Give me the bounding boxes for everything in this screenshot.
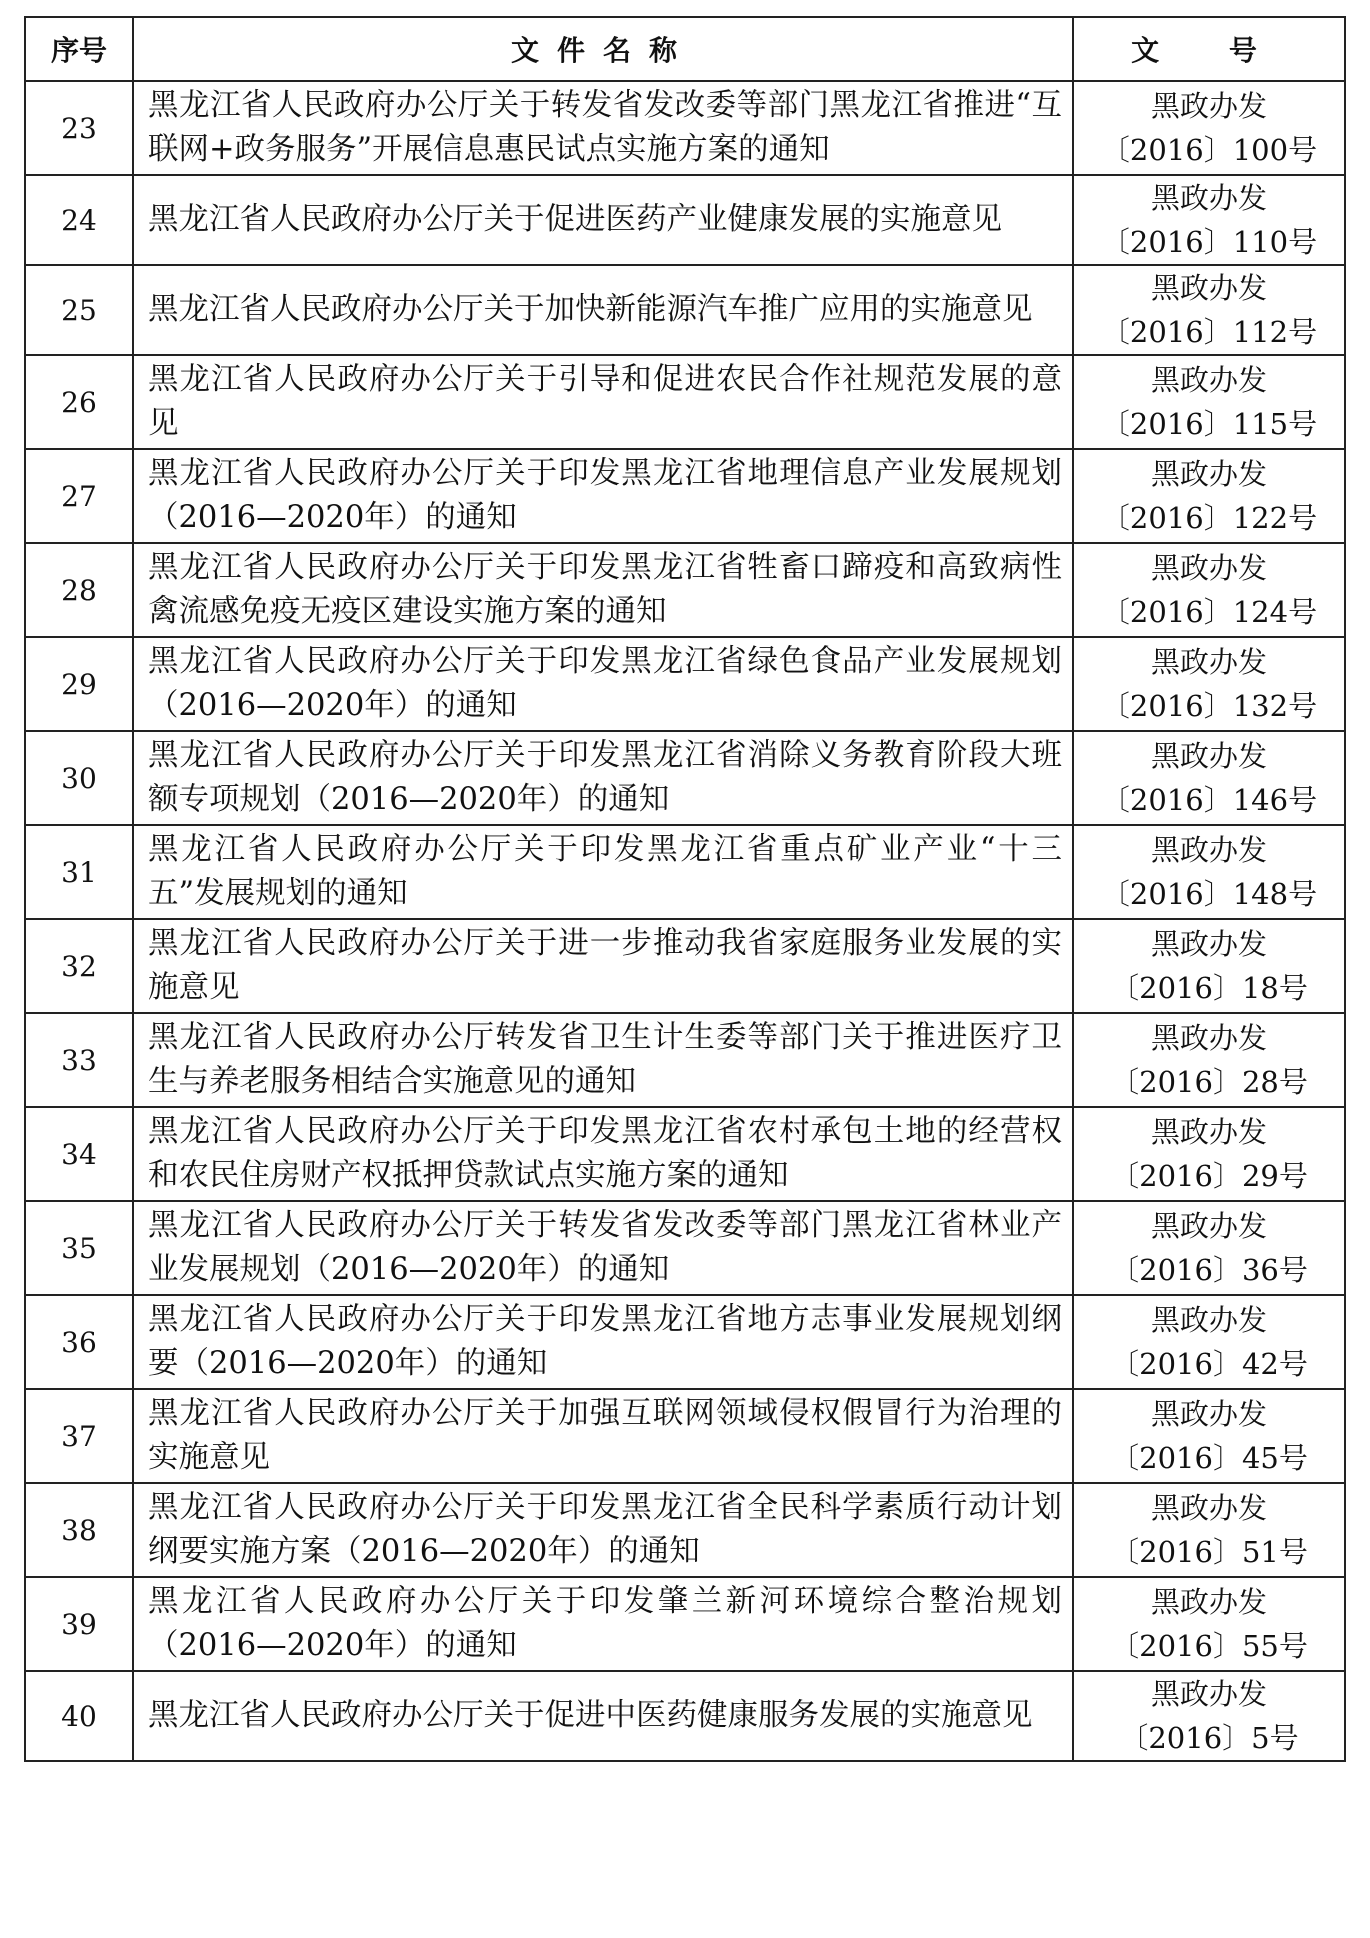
doc-prefix: 黑政办发	[1150, 645, 1267, 679]
table-row	[25, 81, 1345, 175]
doc-prefix: 黑政办发	[1150, 1397, 1267, 1431]
row-document-number	[1073, 637, 1345, 731]
table-row	[25, 1577, 1345, 1671]
row-document-number	[1073, 1295, 1345, 1389]
doc-prefix: 黑政办发	[1150, 1303, 1267, 1337]
row-document-title: 黑龙江省人民政府办公厅关于转发省发改委等部门黑龙江省林业产业发展规划（2016—2020年）的通知	[133, 1201, 1073, 1295]
doc-number: 〔2016〕122号	[1100, 501, 1318, 535]
table-row	[25, 1671, 1345, 1761]
doc-number: 〔2016〕55号	[1110, 1629, 1308, 1663]
doc-number: 〔2016〕5号	[1119, 1721, 1299, 1755]
row-document-title: 黑龙江省人民政府办公厅关于促进医药产业健康发展的实施意见	[133, 175, 1073, 265]
doc-number: 〔2016〕36号	[1110, 1253, 1308, 1287]
row-seq: 37	[25, 1389, 133, 1483]
table-row	[25, 1107, 1345, 1201]
row-document-number	[1073, 449, 1345, 543]
row-document-number	[1073, 1577, 1345, 1671]
doc-prefix: 黑政办发	[1150, 1115, 1267, 1149]
row-seq: 34	[25, 1107, 133, 1201]
table-row	[25, 919, 1345, 1013]
table-row	[25, 175, 1345, 265]
doc-prefix: 黑政办发	[1150, 551, 1267, 585]
doc-prefix: 黑政办发	[1150, 833, 1267, 867]
row-document-number	[1073, 265, 1345, 355]
row-document-title: 黑龙江省人民政府办公厅关于引导和促进农民合作社规范发展的意见	[133, 355, 1073, 449]
doc-number: 〔2016〕28号	[1110, 1065, 1308, 1099]
header-document-name: 文件名称	[133, 17, 1073, 81]
table-row	[25, 637, 1345, 731]
doc-number: 〔2016〕148号	[1100, 877, 1318, 911]
row-document-number	[1073, 1671, 1345, 1761]
row-document-number	[1073, 731, 1345, 825]
table-row	[25, 1295, 1345, 1389]
row-seq: 39	[25, 1577, 133, 1671]
doc-number: 〔2016〕115号	[1100, 407, 1318, 441]
row-seq: 36	[25, 1295, 133, 1389]
doc-prefix: 黑政办发	[1150, 927, 1267, 961]
row-seq: 30	[25, 731, 133, 825]
table-row	[25, 1483, 1345, 1577]
row-seq: 40	[25, 1671, 133, 1761]
row-seq: 29	[25, 637, 133, 731]
row-document-title: 黑龙江省人民政府办公厅关于促进中医药健康服务发展的实施意见	[133, 1671, 1073, 1761]
row-document-number	[1073, 355, 1345, 449]
row-document-title: 黑龙江省人民政府办公厅关于印发黑龙江省牲畜口蹄疫和高致病性禽流感免疫无疫区建设实施方案的通知	[133, 543, 1073, 637]
row-seq: 25	[25, 265, 133, 355]
doc-number: 〔2016〕45号	[1110, 1441, 1308, 1475]
table-row	[25, 1389, 1345, 1483]
row-seq: 23	[25, 81, 133, 175]
row-seq: 26	[25, 355, 133, 449]
row-document-number	[1073, 919, 1345, 1013]
header-seq: 序号	[25, 17, 133, 81]
table-row	[25, 731, 1345, 825]
doc-number: 〔2016〕112号	[1100, 315, 1318, 349]
doc-prefix: 黑政办发	[1150, 1491, 1267, 1525]
doc-prefix: 黑政办发	[1150, 1677, 1267, 1711]
row-seq: 24	[25, 175, 133, 265]
doc-prefix: 黑政办发	[1150, 1021, 1267, 1055]
row-document-number	[1073, 1107, 1345, 1201]
row-document-title: 黑龙江省人民政府办公厅关于印发肇兰新河环境综合整治规划（2016—2020年）的通知	[133, 1577, 1073, 1671]
row-document-title: 黑龙江省人民政府办公厅关于进一步推动我省家庭服务业发展的实施意见	[133, 919, 1073, 1013]
row-seq: 33	[25, 1013, 133, 1107]
document-table	[24, 16, 1346, 1762]
row-document-title: 黑龙江省人民政府办公厅关于印发黑龙江省消除义务教育阶段大班额专项规划（2016—2020年）的通知	[133, 731, 1073, 825]
row-document-title: 黑龙江省人民政府办公厅关于印发黑龙江省全民科学素质行动计划纲要实施方案（2016—2020年）的通知	[133, 1483, 1073, 1577]
table-header	[25, 17, 1345, 81]
row-seq: 27	[25, 449, 133, 543]
table-row	[25, 265, 1345, 355]
row-document-number	[1073, 825, 1345, 919]
row-document-title: 黑龙江省人民政府办公厅转发省卫生计生委等部门关于推进医疗卫生与养老服务相结合实施意见的通知	[133, 1013, 1073, 1107]
doc-number: 〔2016〕29号	[1110, 1159, 1308, 1193]
row-document-title: 黑龙江省人民政府办公厅关于印发黑龙江省农村承包土地的经营权和农民住房财产权抵押贷款试点实施方案的通知	[133, 1107, 1073, 1201]
table-row	[25, 1201, 1345, 1295]
row-document-title: 黑龙江省人民政府办公厅关于加强互联网领域侵权假冒行为治理的实施意见	[133, 1389, 1073, 1483]
doc-number: 〔2016〕124号	[1100, 595, 1318, 629]
doc-number: 〔2016〕146号	[1100, 783, 1318, 817]
doc-number: 〔2016〕132号	[1100, 689, 1318, 723]
doc-prefix: 黑政办发	[1150, 271, 1267, 305]
doc-prefix: 黑政办发	[1150, 363, 1267, 397]
header-row	[25, 17, 1345, 81]
row-document-number	[1073, 1389, 1345, 1483]
doc-prefix: 黑政办发	[1150, 89, 1267, 123]
row-document-title: 黑龙江省人民政府办公厅关于印发黑龙江省重点矿业产业“十三五”发展规划的通知	[133, 825, 1073, 919]
doc-prefix: 黑政办发	[1150, 1585, 1267, 1619]
table-row	[25, 825, 1345, 919]
doc-number: 〔2016〕110号	[1100, 225, 1318, 259]
row-seq: 38	[25, 1483, 133, 1577]
row-document-title: 黑龙江省人民政府办公厅关于转发省发改委等部门黑龙江省推进“互联网+政务服务”开展信息惠民试点实施方案的通知	[133, 81, 1073, 175]
doc-number: 〔2016〕18号	[1110, 971, 1308, 1005]
table-row	[25, 1013, 1345, 1107]
table-row	[25, 355, 1345, 449]
row-document-number	[1073, 1201, 1345, 1295]
row-document-number	[1073, 175, 1345, 265]
row-document-title: 黑龙江省人民政府办公厅关于印发黑龙江省绿色食品产业发展规划（2016—2020年）的通知	[133, 637, 1073, 731]
table-row	[25, 449, 1345, 543]
row-seq: 28	[25, 543, 133, 637]
row-seq: 32	[25, 919, 133, 1013]
doc-prefix: 黑政办发	[1150, 739, 1267, 773]
doc-number: 〔2016〕100号	[1100, 133, 1318, 167]
row-document-number	[1073, 543, 1345, 637]
header-document-number: 文 号	[1073, 17, 1345, 81]
row-document-number	[1073, 1013, 1345, 1107]
row-document-number	[1073, 1483, 1345, 1577]
doc-prefix: 黑政办发	[1150, 181, 1267, 215]
row-document-number	[1073, 81, 1345, 175]
row-seq: 35	[25, 1201, 133, 1295]
row-document-title: 黑龙江省人民政府办公厅关于加快新能源汽车推广应用的实施意见	[133, 265, 1073, 355]
doc-number: 〔2016〕51号	[1110, 1535, 1308, 1569]
doc-prefix: 黑政办发	[1150, 457, 1267, 491]
row-document-title: 黑龙江省人民政府办公厅关于印发黑龙江省地方志事业发展规划纲要（2016—2020年）的通知	[133, 1295, 1073, 1389]
doc-prefix: 黑政办发	[1150, 1209, 1267, 1243]
row-seq: 31	[25, 825, 133, 919]
table-row	[25, 543, 1345, 637]
doc-number: 〔2016〕42号	[1110, 1347, 1308, 1381]
row-document-title: 黑龙江省人民政府办公厅关于印发黑龙江省地理信息产业发展规划（2016—2020年）的通知	[133, 449, 1073, 543]
table-body	[25, 81, 1345, 1761]
